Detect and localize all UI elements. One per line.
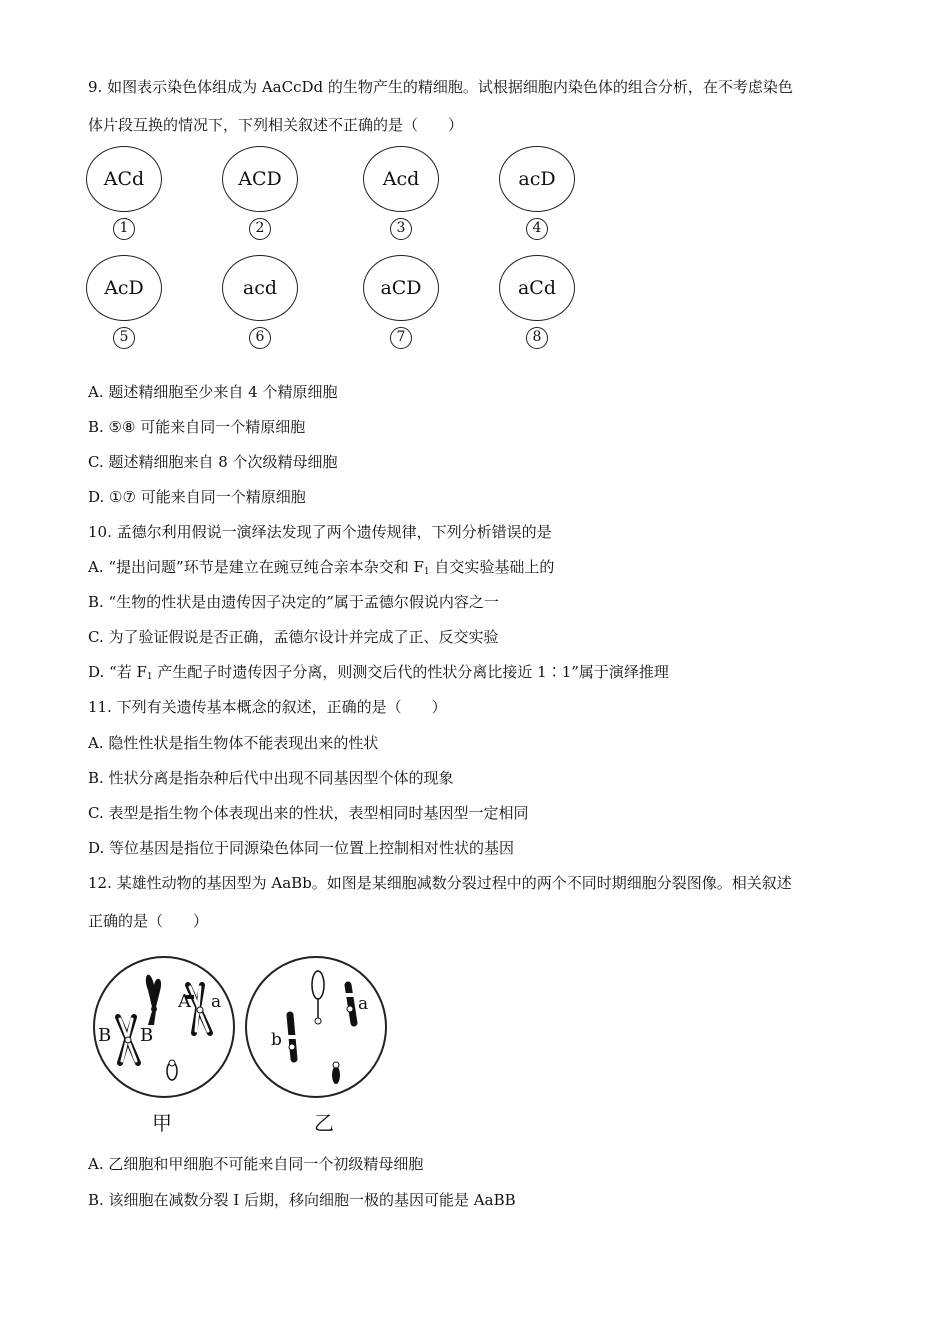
sperm-cell-5	[86, 255, 162, 349]
gene-label-B-right: B	[140, 1025, 154, 1046]
sperm-cell-3	[363, 146, 439, 240]
cell-genotype: aCD	[363, 255, 439, 321]
cell-number: 4	[526, 218, 548, 240]
q12-option-a: A. 乙细胞和甲细胞不可能来自同一个初级精母细胞	[88, 1155, 424, 1173]
cell-genotype: aCd	[499, 255, 575, 321]
gene-label-b-yi: b	[271, 1030, 282, 1050]
sperm-cell-8	[499, 255, 575, 349]
q12-option-b: B. 该细胞在减数分裂 I 后期，移向细胞一极的基因可能是 AaBB	[88, 1191, 516, 1209]
cell-genotype: AcD	[86, 255, 162, 321]
q10-option-a: A. “提出问题”环节是建立在豌豆纯合亲本杂交和 $F_1$ 自交实验基础上的	[88, 558, 555, 577]
q11-option-d: D. 等位基因是指位于同源染色体同一位置上控制相对性状的基因	[88, 839, 515, 857]
cell-number: 2	[249, 218, 271, 240]
q12-stem-line1: 12. 某雄性动物的基因型为 AaBb。如图是某细胞减数分裂过程中的两个不同时期细胞分裂图像。相关叙述	[88, 874, 792, 892]
gene-label-B-left: B	[98, 1025, 112, 1046]
q9-option-a: A. 题述精细胞至少来自 4 个精原细胞	[88, 383, 338, 401]
cell-number: 8	[526, 327, 548, 349]
cell-number: 6	[249, 327, 271, 349]
cell-number: 5	[113, 327, 135, 349]
cell-yi-label: 乙	[314, 1111, 334, 1135]
q10-option-b: B. “生物的性状是由遗传因子决定的”属于孟德尔假说内容之一	[88, 593, 499, 611]
meiosis-figure	[90, 955, 400, 1140]
q11-option-b: B. 性状分离是指杂种后代中出现不同基因型个体的现象	[88, 769, 454, 787]
q12-stem-line2: 正确的是（ ）	[88, 912, 209, 930]
gene-label-a-yi: a	[358, 994, 369, 1014]
q9-cell-diagram	[86, 142, 566, 372]
sperm-cell-6	[222, 255, 298, 349]
cell-genotype: acd	[222, 255, 298, 321]
cell-number: 1	[113, 218, 135, 240]
q9-option-d: D. ①⑦ 可能来自同一个精原细胞	[88, 488, 306, 506]
q9-option-b: B. ⑤⑧ 可能来自同一个精原细胞	[88, 418, 306, 436]
cell-genotype: acD	[499, 146, 575, 212]
cell-jia	[94, 957, 234, 1135]
cell-yi	[246, 957, 386, 1135]
q10-stem: 10. 孟德尔利用假说一演绎法发现了两个遗传规律，下列分析错误的是	[88, 523, 552, 541]
cell-jia-label: 甲	[152, 1111, 172, 1135]
cell-number: 7	[390, 327, 412, 349]
q10-option-d: D. “若 $F_1$ 产生配子时遗传因子分离，则测交后代的性状分离比接近 1∶1”属于演绎推理	[88, 663, 669, 682]
cell-genotype: ACd	[86, 146, 162, 212]
sperm-cell-1	[86, 146, 162, 240]
q9-stem-line1: 9. 如图表示染色体组成为 AaCcDd 的生物产生的精细胞。试根据细胞内染色体的组合分析，在不考虑染色	[88, 78, 793, 96]
q10-option-c: C. 为了验证假说是否正确，孟德尔设计并完成了正、反交实验	[88, 628, 499, 646]
gene-label-A: A	[178, 991, 191, 1012]
cell-genotype: Acd	[363, 146, 439, 212]
gene-label-a: a	[211, 992, 222, 1012]
sperm-cell-7	[363, 255, 439, 349]
cell-number: 3	[390, 218, 412, 240]
sperm-cell-4	[499, 146, 575, 240]
q11-stem: 11. 下列有关遗传基本概念的叙述，正确的是（ ）	[88, 698, 447, 716]
q9-option-c: C. 题述精细胞来自 8 个次级精母细胞	[88, 453, 338, 471]
q9-stem-line2: 体片段互换的情况下，下列相关叙述不正确的是（ ）	[88, 116, 464, 134]
q11-option-a: A. 隐性性状是指生物体不能表现出来的性状	[88, 734, 379, 752]
sperm-cell-2	[222, 146, 298, 240]
q11-option-c: C. 表型是指生物个体表现出来的性状，表型相同时基因型一定相同	[88, 804, 529, 822]
cell-genotype: ACD	[222, 146, 298, 212]
